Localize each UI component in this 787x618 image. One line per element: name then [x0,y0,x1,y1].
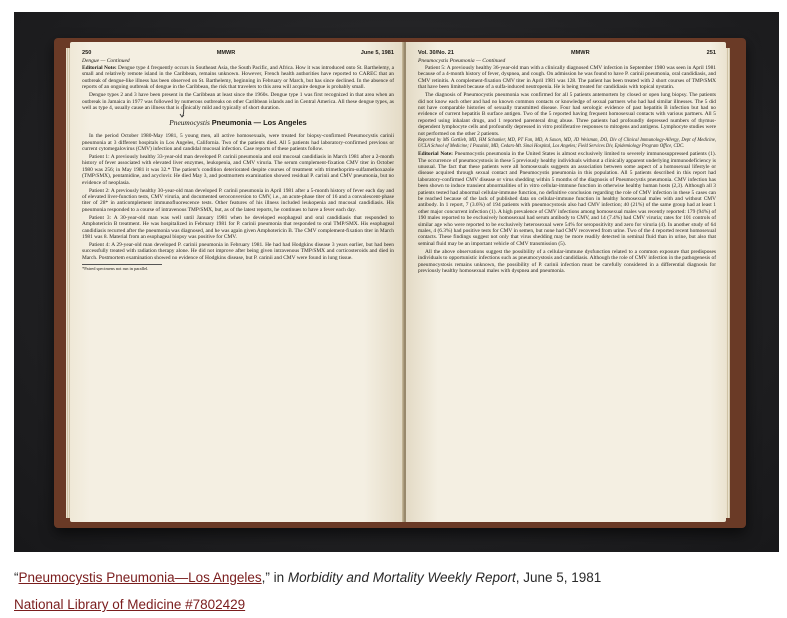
editorial-note: Editorial Note: Pneumocystis pneumonia in the United States is almost exclusively limited to severely immunosuppressed patients (1). The occurrence of pneumocystosis in these 5 previously healthy individuals without a clinically apparent underlying immunodeficiency is unusual. The fact that these patients were all homosexuals suggests an association between some aspect of a homosexual lifestyle or disease acquired through sexual contact and Pneumocystis pneumonia in this population. All 5 patients described in this report had laboratory-confirmed CMV disease or virus shedding within 5 months of the diagnosis of Pneumocystis pneumonia. CMV infection has been shown to induce transient abnormalities of in vitro cellular-immune function in otherwise healthy human hosts (2,3). Although all 3 patients tested had abnormal cellular-immune function, no definitive conclusion regarding the role of CMV infection in these 5 cases can be reached because of the lack of published data on cellular-immune function in healthy homosexual males with and without CMV antibody. In 1 report, 7 (3.6%) of 194 patients with pneumocystosis also had CMV infection; 40 (21%) of the same group had at least 1 other major concurrent infection (1). A high prevalence of CMV infections among homosexual males was recently reported: 179 (94%) of 190 males reported to be exclusively homosexual had serum antibody to CMV, and 14 (7.4%) had CMV viruria; rates for 101 controls of similar age who were reported to be exclusively heterosexual were 54% for seropositivity and zero for viruria (4). In another study of 64 males, 4 (6.3%) had positive tests for CMV in semen, but none had CMV recovered from urine. Two of the 4 reported recent homosexual contacts. These findings suggest not only that virus shedding may be more readily detected in seminal fluid than in urine, but also that seminal fluid may be an important vehicle of CMV transmission (5). [418,151,716,247]
pen-mark-icon [178,104,188,118]
right-volume-label: Vol. 30/No. 21 [418,50,454,56]
closing-paragraph: All the above observations suggest the possibility of a cellular-immune dysfunction related to a common exposure that predisposes individuals to opportunistic infections such as pneumocystosis and candidiasis. Although the role of CMV infection in the pathogenesis of pneumocystosis remains unknown, the possibility of P. carinii infection must be carefully considered in a differential diagnosis for previously healthy homosexual males with dyspnea and pneumonia. [418,248,716,274]
left-page [70,42,404,522]
left-page-number: 250 [82,50,92,56]
article-link[interactable]: Pneumocystis Pneumonia—Los Angeles [18,570,262,585]
left-page-header [82,50,394,56]
article-title: Pneumocystis Pneumonia — Los Angeles [82,118,394,127]
left-page-date: June 5, 1981 [360,50,394,56]
right-page-header [418,50,716,56]
page-edges-right [726,48,730,518]
dengue-paragraph: Dengue types 2 and 3 have been present in the Caribbean at least since the 1960s. Dengue type 1 was first recognized in that area when an outbreak in Jamaica in 1977 was followed by numerous outbreaks on other Caribbean islands and in Central America. All these dengue types, as well as type 4, usually cause an illness that is clinically mild and typically of short duration. [82,92,394,111]
patient-1-paragraph: Patient 1: A previously healthy 33-year-old man developed P. carinii pneumonia and oral mucosal candidiasis in March 1981 after a 2-month history of fever associated with elevated liver enzymes, leukopenia, and CMV viruria. The serum complement-fixation CMV titer in October 1980 was 256; in May 1981 it was 32.* The patient's condition deteriorated despite courses of treatment with trimethoprim-sulfamethoxazole (TMP/SMX), pentamidine, and acyclovir. He died May 3, and postmortem examination showed residual P. carinii and CMV pneumonia, but no evidence of neoplasia. [82,154,394,186]
caption-journal: Morbidity and Mortality Weekly Report [287,570,516,585]
nlm-credit-link[interactable]: National Library of Medicine #7802429 [14,597,246,612]
diagnosis-paragraph: The diagnosis of Pneumocystis pneumonia was confirmed for all 5 patients antemortem by closed or open lung biopsy. The patients did not know each other and had no known common contacts or knowledge of sexual partners who had had similar illnesses. The 5 did not have comparable histories of sexually transmitted disease. Four had serologic evidence of past hepatitis B infection but had no evidence of current hepatitis B surface antigen. Two of the 5 reported having frequent homosexual contacts with various partners. All 5 reported using inhalant drugs, and 1 reported parenteral drug abuse. Three patients had profoundly depressed numbers of thymus-dependent lymphocyte cells and profoundly depressed in vitro proliferative responses to mitogens and antigens. Lymphocyte studies were not performed on the other 2 patients. [418,92,716,137]
patient-5-paragraph: Patient 5: A previously healthy 36-year-old man with a clinically diagnosed CMV infection in September 1980 was seen in April 1981 because of a 4-month history of fever, dyspnea, and cough. On admission he was found to have P. carinii pneumonia, oral candidiasis, and CMV retinitis. A complement-fixation CMV titer in April 1981 was 128. The patient has been treated with 2 short courses of TMP/SMX that have been limited because of a sulfa-induced neutropenia. He is being treated for candidiasis with topical nystatin. [418,65,716,91]
right-running-head: Pneumocystis Pneumonia — Continued [418,58,506,64]
left-footnote: *Paired specimens not run in parallel. [82,264,162,271]
right-page-number: 251 [706,50,716,56]
left-journal-name: MMWR [216,50,236,56]
left-running-head: Dengue — Continued [82,58,130,64]
article-intro: In the period October 1980-May 1981, 5 young men, all active homosexuals, were treated for biopsy-confirmed Pneumocystis carinii pneumonia at 3 different hospitals in Los Angeles, California. Two of the patients died. All 5 patients had laboratory-confirmed previous or current cytomegalovirus (CMV) infection and candidal mucosal infection. Case reports of these patients follow. [82,133,394,153]
book-photograph [14,12,779,552]
reported-by: Reported by MS Gottlieb, MD, HM Schanker, MD, PT Fan, MD, A Saxon, MD, JD Weisman, DO, Div of Clinical Immunology-Allergy, Dept of Medicine, UCLA School of Medicine; I Pozalski, MD, Cedars-Mt. Sinai Hospital, Los Angeles; Field Services Div, Epidemiology Program Office, CDC. [418,138,716,150]
image-caption: “Pneumocystis Pneumonia—Los Angeles,” in Morbidity and Mortality Weekly Report, June 5, 1981 [14,570,602,585]
patient-3-paragraph: Patient 3: A 30-year-old man was well until January 1981 when he developed esophageal and oral candidiasis that responded to Amphotericin B treatment. He was hospitalized in February 1981 for P. carinii pneumonia that responded to oral TMP/SMX. His esophageal candidiasis recurred after the pneumonia was diagnosed, and he was again given Amphotericin B. The CMV complement-fixation titer in March 1981 was 8. Material from an esophageal biopsy was positive for CMV. [82,214,394,240]
right-page [406,42,726,522]
patient-4-paragraph: Patient 4: A 29-year-old man developed P. carinii pneumonia in February 1981. He had had Hodgkins disease 3 years earlier, but had been successfully treated with radiation therapy alone. He did not improve after being given intravenous TMP/SMX and corticosteroids and died in March. Postmortem examination showed no evidence of Hodgkins disease, but P. carinii and CMV were found in lung tissue. [82,241,394,261]
caption-date: , June 5, 1981 [515,570,602,585]
image-credit [14,597,245,612]
dengue-editorial-note: Editorial Note: Dengue type 4 frequently occurs in Southeast Asia, the South Pacific, and Africa. How it was introduced onto St. Barthelemy, a small and relatively remote island in the Caribbean, remains unknown. However, French health authorities have reported to CAREC that an outbreak of dengue-like illness has been observed on St. Barthelemy, beginning in February or March, but has since declined. In the absence of reports of an ongoing outbreak of dengue in the Caribbean, the risk that travelers to this area will acquire dengue is probably small. [82,65,394,91]
patient-2-paragraph: Patient 2: A previously healthy 30-year-old man developed P. carinii pneumonia in April 1981 after a 5-month history of fever each day and of elevated liver-function tests, CMV viruria, and documented seroconversion to CMV, i.e., an acute-phase titer of 16 and a convalescent-phase titer of 28* in anticomplement immunofluorescence tests. Other features of his illness included leukopenia and mucosal candidiasis. His pneumonia responded to a course of intravenous TMP/SMX, but, as of the latest reports, he continues to have a fever each day. [82,187,394,213]
right-journal-name: MMWR [570,50,590,56]
